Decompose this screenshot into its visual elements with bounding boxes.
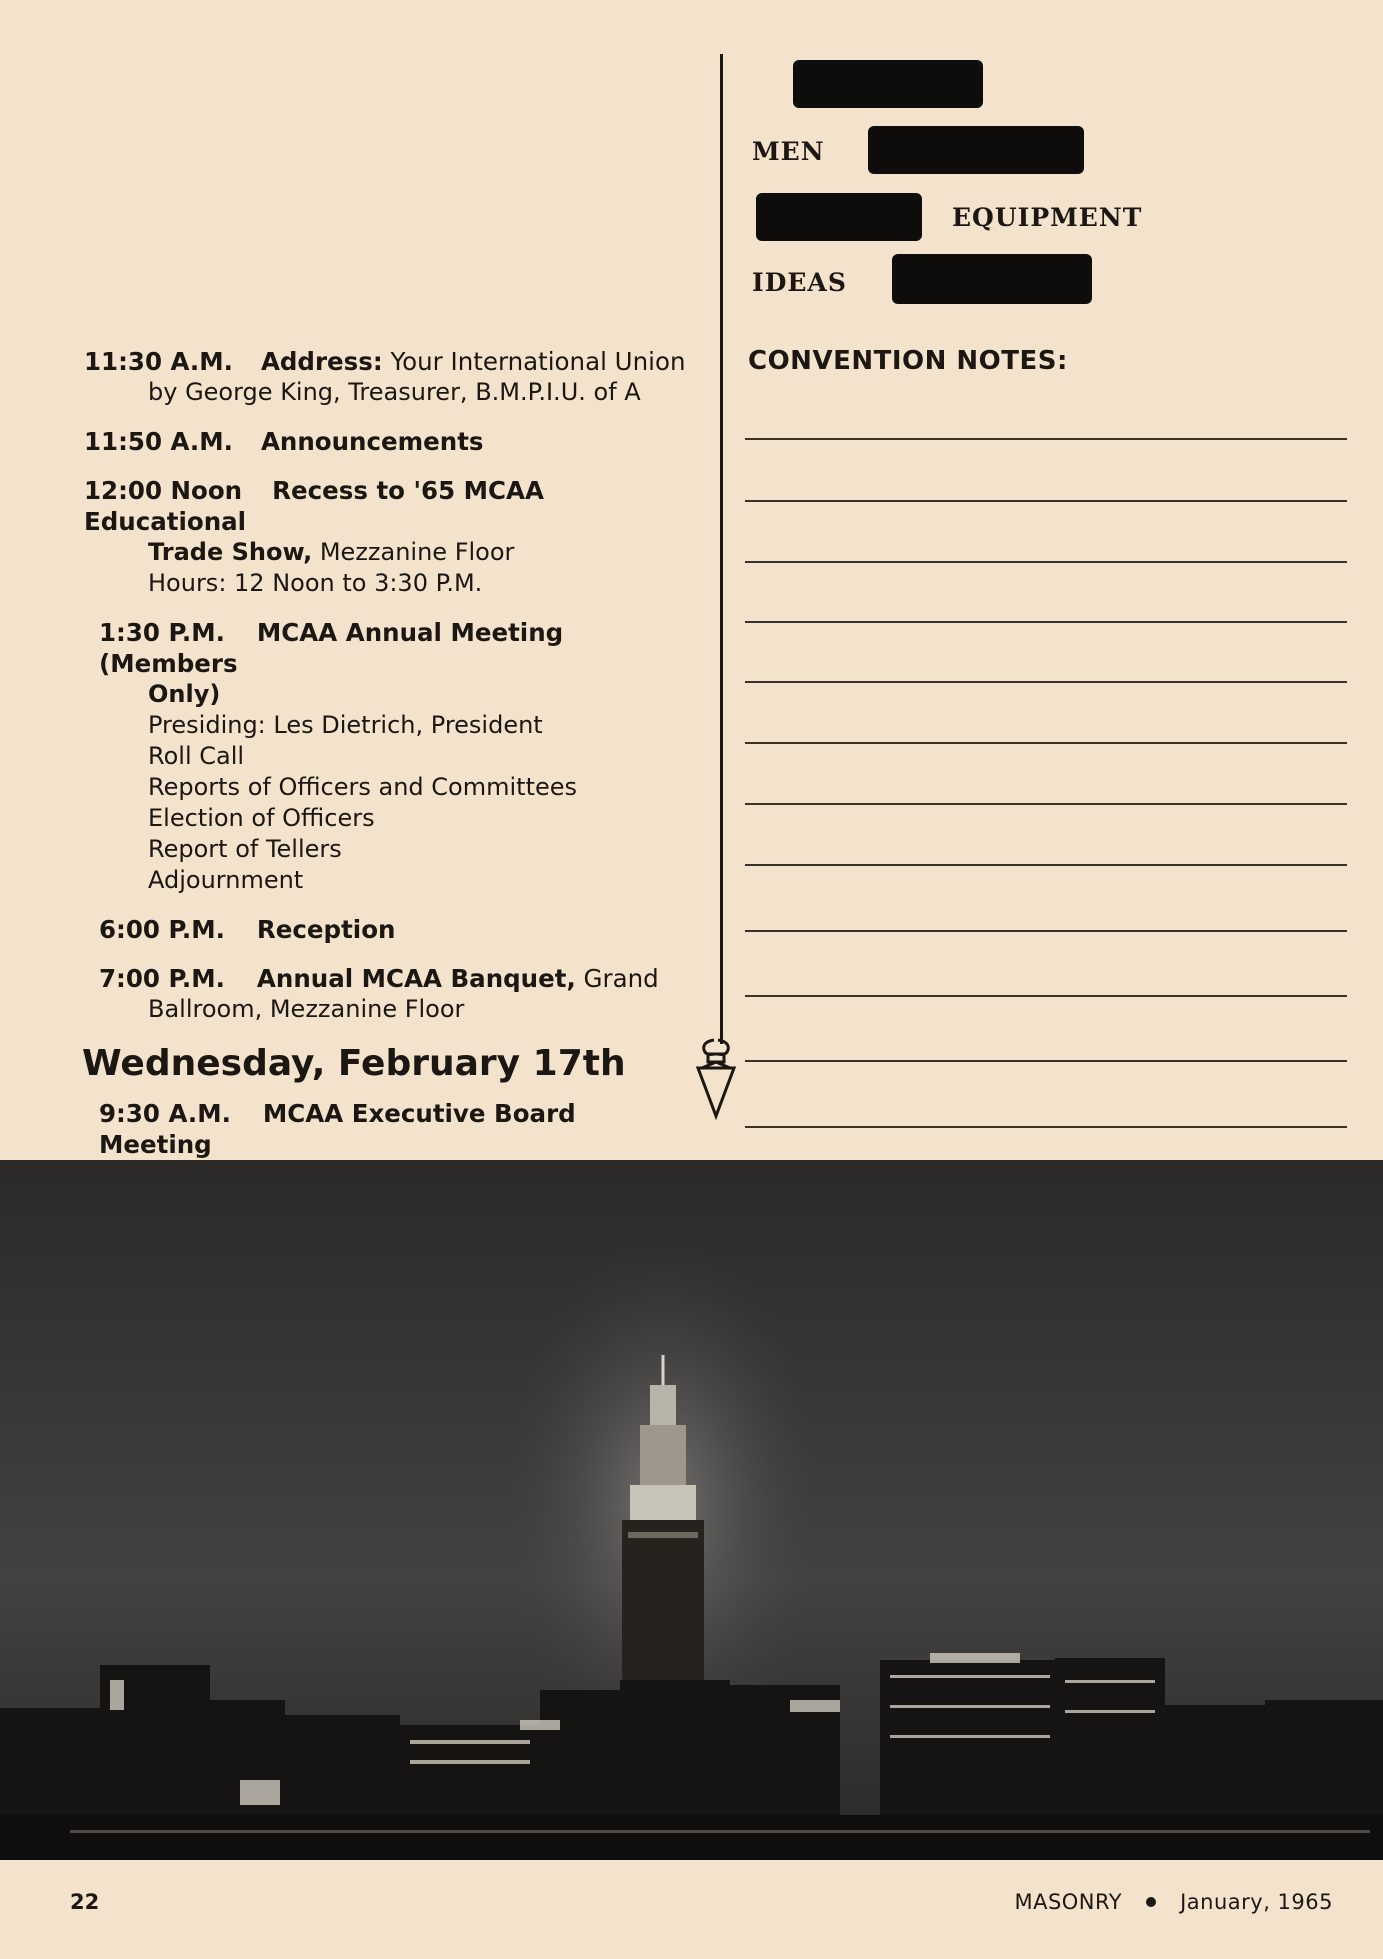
plumb-bob-icon	[692, 1036, 740, 1121]
note-line	[745, 742, 1347, 744]
schedule-entry	[84, 617, 694, 896]
entry-title: Annual MCAA Banquet,	[256, 964, 576, 993]
entry-title: MCAA Annual Meeting (Members	[99, 618, 564, 678]
note-line	[745, 930, 1347, 932]
entry-time: 11:50 A.M.	[84, 427, 233, 456]
redaction-block	[892, 254, 1092, 304]
entry-time: 1:30 P.M.	[99, 618, 225, 647]
note-line	[745, 1126, 1347, 1128]
schedule-entry	[84, 963, 694, 1025]
entry-title-cont: Trade Show,	[148, 538, 313, 566]
entry-title-cont: Only)	[148, 680, 221, 708]
entry-title-rest: Grand	[583, 964, 659, 993]
page-number: 22	[70, 1890, 100, 1914]
city-skyline-photo	[0, 1160, 1383, 1860]
entry-title: Reception	[256, 915, 396, 944]
entry-title: Recess to '65 MCAA Educational	[84, 476, 544, 536]
schedule-entry	[84, 346, 694, 408]
redaction-block	[756, 193, 922, 241]
note-line	[745, 681, 1347, 683]
entry-time: 11:30 A.M.	[84, 347, 233, 376]
header-word-equipment: EQUIPMENT	[952, 203, 1143, 232]
schedule-entry	[84, 914, 694, 945]
magazine-name: MASONRY	[1014, 1890, 1123, 1914]
entry-detail: Reports of Officers and Committees	[148, 773, 578, 801]
note-line	[745, 561, 1347, 563]
bullet-icon	[1146, 1897, 1156, 1907]
note-line	[745, 995, 1347, 997]
entry-detail: Adjournment	[148, 866, 304, 894]
entry-detail: Mezzanine Floor	[319, 538, 515, 566]
entry-title: Address:	[260, 347, 383, 376]
redaction-block	[793, 60, 983, 108]
entry-detail: Election of Officers	[148, 804, 375, 832]
entry-time: 9:30 A.M.	[99, 1099, 231, 1128]
entry-detail: by George King, Treasurer, B.M.P.I.U. of A	[148, 378, 641, 406]
schedule-entry	[84, 426, 694, 457]
entry-detail: Presiding: Les Dietrich, President	[148, 711, 543, 739]
plumb-line	[720, 54, 723, 1044]
note-line	[745, 438, 1347, 440]
convention-notes-title: CONVENTION NOTES:	[748, 346, 1068, 376]
entry-time: 7:00 P.M.	[99, 964, 225, 993]
entry-detail: Hours: 12 Noon to 3:30 P.M.	[148, 569, 483, 597]
entry-title: MCAA Executive Board Meeting	[99, 1099, 576, 1159]
note-line	[745, 500, 1347, 502]
note-line	[745, 1060, 1347, 1062]
entry-detail: Report of Tellers	[148, 835, 342, 863]
header-word-men: MEN	[752, 137, 825, 166]
day-heading: Wednesday, February 17th	[82, 1043, 626, 1084]
header-word-ideas: IDEAS	[752, 268, 847, 297]
schedule-entry	[84, 475, 694, 599]
redaction-block	[868, 126, 1084, 174]
note-line	[745, 864, 1347, 866]
entry-time: 6:00 P.M.	[99, 915, 225, 944]
entry-title-rest: Your International Union	[390, 347, 686, 376]
entry-title: Announcements	[260, 427, 484, 456]
note-line	[745, 803, 1347, 805]
note-line	[745, 621, 1347, 623]
entry-time: 12:00 Noon	[84, 476, 243, 505]
schedule-list	[84, 346, 694, 1240]
entry-detail: Roll Call	[148, 742, 245, 770]
entry-detail: Ballroom, Mezzanine Floor	[148, 995, 465, 1023]
footer-publication	[1014, 1890, 1333, 1914]
issue-date: January, 1965	[1180, 1890, 1333, 1914]
